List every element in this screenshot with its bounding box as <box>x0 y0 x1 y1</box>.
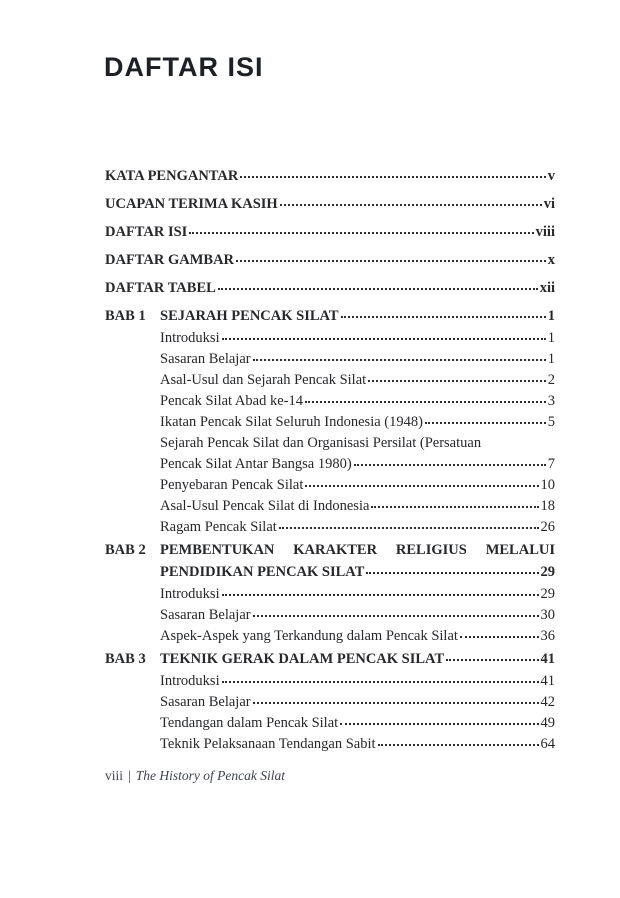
chapter-heading-line2 <box>105 564 555 580</box>
leader-dots <box>354 464 546 466</box>
leader-dots <box>446 659 538 661</box>
leader-dots <box>305 485 538 487</box>
toc-entry-text: UCAPAN TERIMA KASIH <box>105 196 278 212</box>
leader-dots <box>340 723 538 725</box>
toc-entry-page: 3 <box>547 393 555 409</box>
toc-entry <box>105 607 555 623</box>
toc-entry-page: 18 <box>540 498 555 514</box>
toc-entry-page: viii <box>535 224 555 240</box>
toc-chapter <box>105 542 555 644</box>
toc-entry-page: 2 <box>547 372 555 388</box>
toc-entry-page: xii <box>539 280 555 296</box>
leader-dots <box>305 401 546 403</box>
chapter-label: BAB 1 <box>105 308 146 324</box>
leader-dots <box>460 636 539 638</box>
toc-entry-text: Ragam Pencak Silat <box>160 519 277 535</box>
toc-entry-page: 30 <box>540 607 555 623</box>
toc-entry-text: DAFTAR ISI <box>105 224 188 240</box>
toc-entry-text: Sasaran Belajar <box>160 694 251 710</box>
toc-entry-text: Sasaran Belajar <box>160 607 251 623</box>
toc-entry-text: Pencak Silat Antar Bangsa 1980) <box>160 456 352 472</box>
toc-entry <box>105 586 555 602</box>
chapter-title-continued: PENDIDIKAN PENCAK SILAT <box>160 564 365 580</box>
toc-entry-page: x <box>547 252 555 268</box>
toc-entry-page: 1 <box>547 330 555 346</box>
toc-chapter <box>105 308 555 535</box>
toc-entry <box>105 498 555 514</box>
chapter-heading-line1 <box>105 542 555 558</box>
leader-dots <box>368 380 546 382</box>
leader-dots <box>280 204 542 206</box>
toc-entry-page: 49 <box>540 715 555 731</box>
toc-entry-page: vi <box>543 196 555 212</box>
leader-dots <box>371 506 538 508</box>
footer-book-title: The History of Pencak Silat <box>135 768 285 783</box>
leader-dots <box>218 288 538 290</box>
toc-entry <box>105 628 555 644</box>
toc-entry <box>105 372 555 388</box>
toc-entry-text: Introduksi <box>160 673 220 689</box>
leader-dots <box>253 702 539 704</box>
toc-entry-text: Pencak Silat Abad ke-14 <box>160 393 303 409</box>
toc-entry <box>105 280 555 296</box>
toc-entry <box>105 351 555 367</box>
toc-entry <box>105 736 555 752</box>
toc-entry <box>105 414 555 430</box>
leader-dots <box>236 260 546 262</box>
toc-entry-text: Introduksi <box>160 586 220 602</box>
toc-entry-text: Penyebaran Pencak Silat <box>160 477 304 493</box>
toc-entry-text: Asal-Usul dan Sejarah Pencak Silat <box>160 372 367 388</box>
chapter-heading <box>105 651 555 667</box>
toc-entry-text: Introduksi <box>160 330 220 346</box>
chapter-title: PEMBENTUKAN KARAKTER RELIGIUS MELALUI <box>160 542 555 558</box>
toc-entry <box>105 330 555 346</box>
toc-entry <box>105 673 555 689</box>
leader-dots <box>425 422 546 424</box>
toc-entry <box>105 168 555 184</box>
leader-dots <box>253 359 546 361</box>
toc-entry-page: 42 <box>540 694 555 710</box>
chapter-title: SEJARAH PENCAK SILAT <box>160 308 339 324</box>
chapter-heading <box>105 308 555 324</box>
toc-entry-page: 7 <box>547 456 555 472</box>
footer-page-number: viii <box>105 768 124 783</box>
toc-entry-page: 1 <box>547 351 555 367</box>
toc-entry-text: Sasaran Belajar <box>160 351 251 367</box>
chapter-page: 29 <box>540 564 555 580</box>
page-footer <box>105 768 285 784</box>
toc-entry-text: Aspek-Aspek yang Terkandung dalam Pencak Silat <box>160 628 458 644</box>
toc-entry-text: DAFTAR TABEL <box>105 280 216 296</box>
toc-entry <box>105 694 555 710</box>
leader-dots <box>253 615 539 617</box>
toc-entry-line1 <box>105 435 555 451</box>
toc-entry <box>105 477 555 493</box>
leader-dots <box>222 681 539 683</box>
chapter-label: BAB 2 <box>105 542 146 558</box>
toc-entry-two-line <box>105 435 555 472</box>
page-title: DAFTAR ISI <box>104 52 264 82</box>
toc-entry-text: KATA PENGANTAR <box>105 168 239 184</box>
leader-dots <box>240 176 545 178</box>
leader-dots <box>378 744 539 746</box>
footer-separator: | <box>128 768 131 783</box>
toc-entry-text: Ikatan Pencak Silat Seluruh Indonesia (1948) <box>160 414 423 430</box>
toc-entry-page: 36 <box>540 628 555 644</box>
toc-entry-text: Asal-Usul Pencak Silat di Indonesia <box>160 498 370 514</box>
toc-entry <box>105 224 555 240</box>
toc-entry <box>105 519 555 535</box>
leader-dots <box>279 527 539 529</box>
toc-entry-page: 41 <box>540 673 555 689</box>
chapter-page: 41 <box>540 651 555 667</box>
toc-entry-page: 10 <box>540 477 555 493</box>
toc-entry-line2 <box>105 456 555 472</box>
toc-entry-page: 29 <box>540 586 555 602</box>
table-of-contents <box>105 168 555 757</box>
toc-entry-page: v <box>547 168 555 184</box>
toc-entry-text: Sejarah Pencak Silat dan Organisasi Persilat (Persatuan <box>160 435 482 451</box>
chapter-title: TEKNIK GERAK DALAM PENCAK SILAT <box>160 651 445 667</box>
toc-entry <box>105 196 555 212</box>
toc-entry <box>105 252 555 268</box>
leader-dots <box>366 572 538 574</box>
leader-dots <box>341 316 546 318</box>
toc-entry-text: Teknik Pelaksanaan Tendangan Sabit <box>160 736 376 752</box>
toc-entry-page: 26 <box>540 519 555 535</box>
leader-dots <box>222 594 539 596</box>
toc-entry-text: Tendangan dalam Pencak Silat <box>160 715 339 731</box>
chapter-label: BAB 3 <box>105 651 146 667</box>
toc-entry <box>105 715 555 731</box>
toc-entry-page: 64 <box>540 736 555 752</box>
leader-dots <box>222 338 546 340</box>
chapter-page: 1 <box>547 308 555 324</box>
toc-chapter <box>105 651 555 752</box>
toc-entry <box>105 393 555 409</box>
toc-entry-text: DAFTAR GAMBAR <box>105 252 235 268</box>
leader-dots <box>189 232 533 234</box>
toc-entry-page: 5 <box>547 414 555 430</box>
